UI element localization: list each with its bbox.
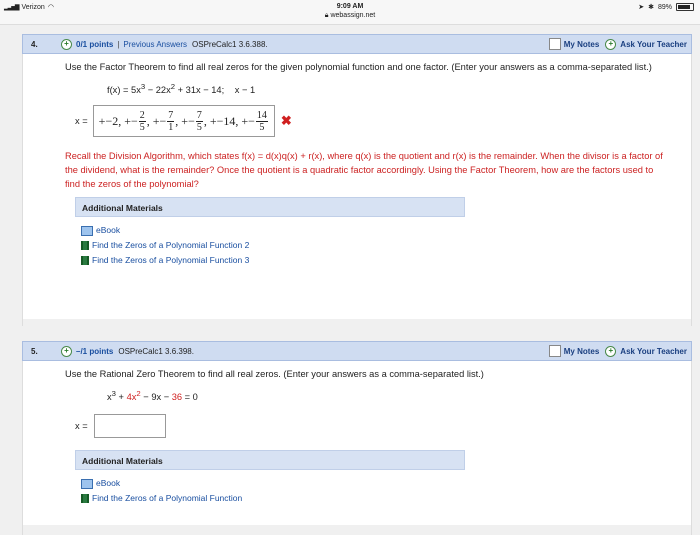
- answer-label: x =: [75, 421, 88, 432]
- numerator: 7: [196, 109, 202, 121]
- fraction: [167, 110, 174, 133]
- equation-term: 4x: [126, 392, 137, 403]
- status-center: [0, 2, 700, 20]
- question-4: [22, 34, 692, 319]
- question-4-header: [22, 34, 692, 54]
- materials-item-label: Find the Zeros of a Polynomial Function: [92, 493, 243, 504]
- additional-materials: [75, 197, 465, 272]
- materials-item[interactable]: [81, 238, 459, 253]
- expand-icon[interactable]: +: [61, 346, 72, 357]
- materials-item-label: Find the Zeros of a Polynomial Function 3: [92, 255, 250, 266]
- wifi-icon: ◠: [47, 4, 54, 11]
- equation-term: 36: [171, 392, 183, 403]
- video-icon: [81, 241, 89, 250]
- denominator: 5: [196, 121, 202, 133]
- exponent: 2: [136, 389, 141, 398]
- battery-level: [678, 5, 690, 9]
- materials-list: [75, 217, 465, 272]
- question-number: 5.: [31, 346, 38, 356]
- ask-teacher-button[interactable]: [605, 39, 687, 50]
- instruction-text: Use the Factor Theorem to find all real zeros for the given polynomial function and one factor. (Enter your answers as a comma-separated list.): [65, 62, 652, 72]
- signal-icon: ▂▃▅▇: [4, 4, 19, 11]
- notes-checkbox-icon[interactable]: [549, 38, 561, 50]
- materials-item-label: eBook: [96, 478, 121, 489]
- incorrect-x-icon: ✖: [280, 113, 292, 129]
- question-id: OSPreCalc1 3.6.398.: [118, 346, 194, 356]
- plus-icon: +: [605, 39, 616, 50]
- exponent: 2: [170, 82, 176, 91]
- denominator: 5: [139, 121, 145, 133]
- question-5-body: [22, 361, 692, 535]
- answer-input[interactable]: [93, 105, 275, 137]
- question-number: 4.: [31, 39, 38, 49]
- fraction: [196, 110, 203, 133]
- url-text[interactable]: webassign.net: [330, 12, 376, 19]
- denominator: 5: [259, 121, 265, 133]
- battery-percent: 89%: [657, 3, 672, 11]
- exponent: 3: [111, 389, 116, 398]
- video-icon: [81, 256, 89, 265]
- equation-term: x: [107, 392, 112, 403]
- notes-checkbox-icon[interactable]: [549, 345, 561, 357]
- additional-materials: [75, 450, 465, 510]
- hint-text: Recall the Division Algorithm, which states f(x) = d(x)q(x) + r(x), where q(x) is the quotient and r(x) is the remainder. When the divisor is a factor of the dividend, what is the remainder? Once the quotient is a quadratic factor accordingly. Using the Factor Theorem, how are the factors used to find the zeros of the polynomial?: [65, 151, 663, 190]
- answer-text: , +−14, +−: [203, 114, 255, 129]
- expand-icon[interactable]: +: [61, 39, 72, 50]
- fraction: [256, 110, 268, 133]
- location-icon: ➤: [638, 4, 645, 11]
- answer-row: [75, 105, 691, 137]
- book-icon: [81, 226, 93, 236]
- my-notes-label: My Notes: [563, 346, 600, 356]
- points-link[interactable]: 0/1 points: [76, 39, 114, 49]
- function-term: − 22x: [145, 85, 171, 96]
- status-right: [638, 3, 694, 11]
- header-actions: [549, 38, 687, 50]
- function-expression: [107, 80, 691, 97]
- question-5-header: [22, 341, 692, 361]
- function-term: + 31x − 14;: [175, 85, 225, 96]
- answer-row: [75, 414, 691, 438]
- my-notes-button[interactable]: [549, 38, 600, 50]
- lock-icon: 🔒︎: [324, 12, 329, 19]
- ask-teacher-label: Ask Your Teacher: [620, 346, 687, 356]
- answer-label: x =: [75, 116, 88, 127]
- bluetooth-icon: ✱: [648, 4, 654, 11]
- previous-answers-link[interactable]: Previous Answers: [123, 39, 188, 49]
- materials-list: [75, 470, 465, 510]
- page-content: [0, 25, 700, 525]
- question-4-body: [22, 54, 692, 326]
- denominator: 1: [168, 121, 174, 133]
- answer-text: , +−: [175, 114, 195, 129]
- materials-item[interactable]: [81, 476, 459, 491]
- points-link[interactable]: –/1 points: [76, 346, 114, 356]
- given-factor: x − 1: [234, 85, 256, 96]
- book-icon: [81, 479, 93, 489]
- equation-expression: [107, 387, 691, 404]
- battery-icon: [676, 3, 694, 11]
- fraction: [139, 110, 146, 133]
- materials-item[interactable]: [81, 223, 459, 238]
- my-notes-button[interactable]: [549, 345, 600, 357]
- answer-text: , +−: [146, 114, 167, 129]
- numerator: 2: [139, 109, 145, 121]
- carrier-name: Verizon: [21, 3, 45, 11]
- question-id: OSPreCalc1 3.6.388.: [192, 39, 268, 49]
- materials-header: Additional Materials: [75, 197, 465, 217]
- header-separator: |: [117, 39, 120, 49]
- materials-item-label: Find the Zeros of a Polynomial Function 2: [92, 240, 250, 251]
- ask-teacher-label: Ask Your Teacher: [620, 39, 687, 49]
- materials-item-label: eBook: [96, 225, 121, 236]
- video-icon: [81, 494, 89, 503]
- answer-input[interactable]: [94, 414, 166, 438]
- materials-header: Additional Materials: [75, 450, 465, 470]
- numerator: 14: [256, 109, 267, 121]
- question-5: [22, 341, 692, 525]
- ios-status-bar: [0, 0, 700, 25]
- equation-term: = 0: [182, 392, 198, 403]
- numerator: 7: [168, 109, 174, 121]
- equation-term: +: [115, 392, 127, 403]
- answer-text: +−2, +−: [98, 114, 138, 129]
- exponent: 3: [140, 82, 146, 91]
- instruction-text: Use the Rational Zero Theorem to find all real zeros. (Enter your answers as a comma-separated list.): [65, 369, 484, 379]
- equation-term: − 9x −: [140, 392, 172, 403]
- materials-item[interactable]: [81, 253, 459, 268]
- my-notes-label: My Notes: [563, 39, 600, 49]
- function-lhs: f(x) = 5x: [107, 85, 141, 96]
- clock: 9:09 AM: [336, 3, 364, 10]
- materials-item[interactable]: [81, 491, 459, 506]
- plus-icon: +: [605, 346, 616, 357]
- ask-teacher-button[interactable]: [605, 346, 687, 357]
- header-actions: [549, 345, 687, 357]
